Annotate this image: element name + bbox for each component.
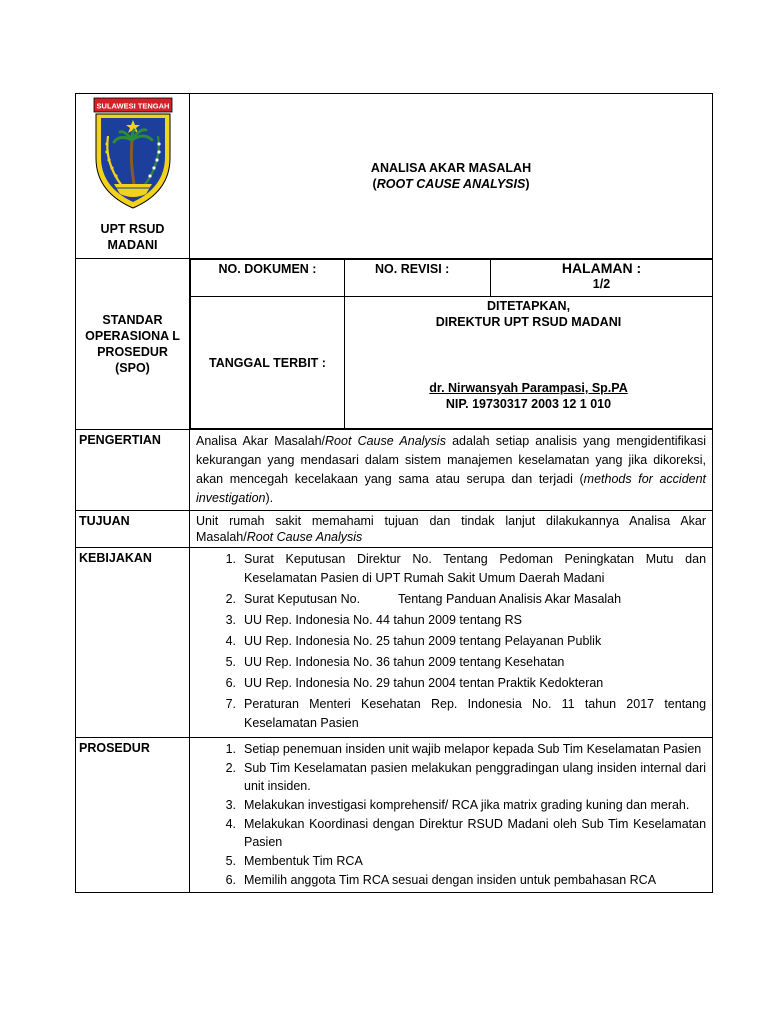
list-item: 1. Setiap penemuan insiden unit wajib melapor kepada Sub Tim Keselamatan Pasien — [225, 742, 702, 756]
signer-nip: NIP. 19730317 2003 12 1 010 — [445, 397, 612, 411]
meta-cell — [190, 259, 713, 430]
emblem-banner-text: SULAWESI TENGAH — [96, 101, 169, 111]
tujuan-text: Unit rumah sakit memahami tujuan dan tindak lanjut dilakukannya Analisa Akar Masalah/Root Cause Analysis — [190, 511, 713, 548]
tanggal-terbit-label: TANGGAL TERBIT : — [191, 297, 345, 429]
ditetapkan-cell — [345, 297, 713, 429]
ditetapkan-label: DITETAPKAN, — [486, 299, 571, 313]
document-title-cell — [190, 94, 713, 259]
list-item: 2. Sub Tim Keselamatan pasien melakukan penggradingan ulang insiden internal dari unit insiden. — [225, 761, 707, 793]
no-revisi-label: NO. REVISI : — [345, 260, 491, 297]
list-item: 6. UU Rep. Indonesia No. 29 tahun 2004 tentan Praktik Kedokteran — [225, 676, 604, 690]
prosedur-list — [196, 740, 706, 889]
meta-inner-table — [190, 259, 713, 429]
spo-label: STANDAR OPERASIONA L PROSEDUR (SPO) — [85, 313, 180, 375]
list-item: 3. UU Rep. Indonesia No. 44 tahun 2009 tentang RS — [225, 613, 522, 627]
tujuan-label: TUJUAN — [76, 511, 190, 548]
spo-document-table — [75, 93, 713, 893]
unit-name: UPT RSUD MADANI — [100, 222, 165, 252]
list-item: 5. Membentuk Tim RCA — [225, 854, 363, 868]
document-subtitle: (ROOT CAUSE ANALYSIS) — [372, 177, 530, 191]
list-item: 1. Surat Keputusan Direktur No. Tentang Pedoman Peningkatan Mutu dan Keselamatan Pasien di UPT Rumah Sakit Umum Daerah Madani — [225, 552, 707, 585]
list-item: 4. Melakukan Koordinasi dengan Direktur RSUD Madani oleh Sub Tim Keselamatan Pasien — [225, 817, 707, 849]
sulawesi-tengah-emblem — [76, 96, 189, 215]
pengertian-label: PENGERTIAN — [76, 430, 190, 511]
spo-label-cell — [76, 259, 190, 430]
halaman-cell — [491, 260, 713, 297]
signer-name: dr. Nirwansyah Parampasi, Sp.PA — [429, 381, 628, 395]
logo-cell — [76, 94, 190, 259]
prosedur-label: PROSEDUR — [76, 738, 190, 893]
no-dokumen-label: NO. DOKUMEN : — [191, 260, 345, 297]
list-item: 7. Peraturan Menteri Kesehatan Rep. Indonesia No. 11 tahun 2017 tentang Keselamatan Pasien — [225, 697, 707, 730]
pengertian-text: Analisa Akar Masalah/Root Cause Analysis adalah setiap analisis yang mengidentifikasi kekurangan yang mendasari dalam sistem manajemen keselamatan yang jika dikoreksi, akan mencegah kecelakaan yang sama atau serupa dan terjadi (methods for accident investigation). — [190, 430, 713, 511]
kebijakan-label: KEBIJAKAN — [76, 548, 190, 738]
list-item: 3. Melakukan investigasi komprehensif/ RCA jika matrix grading kuning dan merah. — [225, 798, 690, 812]
halaman-label: HALAMAN : — [561, 260, 642, 276]
halaman-value: 1/2 — [592, 277, 611, 291]
document-title: ANALISA AKAR MASALAH — [370, 161, 532, 175]
direktur-label: DIREKTUR UPT RSUD MADANI — [435, 315, 622, 329]
kebijakan-content — [190, 548, 713, 738]
list-item: 2. Surat Keputusan No. Tentang Panduan Analisis Akar Masalah — [225, 592, 622, 606]
kebijakan-list — [196, 550, 706, 733]
list-item: 5. UU Rep. Indonesia No. 36 tahun 2009 tentang Kesehatan — [225, 655, 565, 669]
list-item: 4. UU Rep. Indonesia No. 25 tahun 2009 tentang Pelayanan Publik — [225, 634, 602, 648]
prosedur-content — [190, 738, 713, 893]
list-item: 6. Memilih anggota Tim RCA sesuai dengan insiden untuk pembahasan RCA — [225, 873, 657, 887]
shield-emblem-icon — [90, 96, 176, 212]
